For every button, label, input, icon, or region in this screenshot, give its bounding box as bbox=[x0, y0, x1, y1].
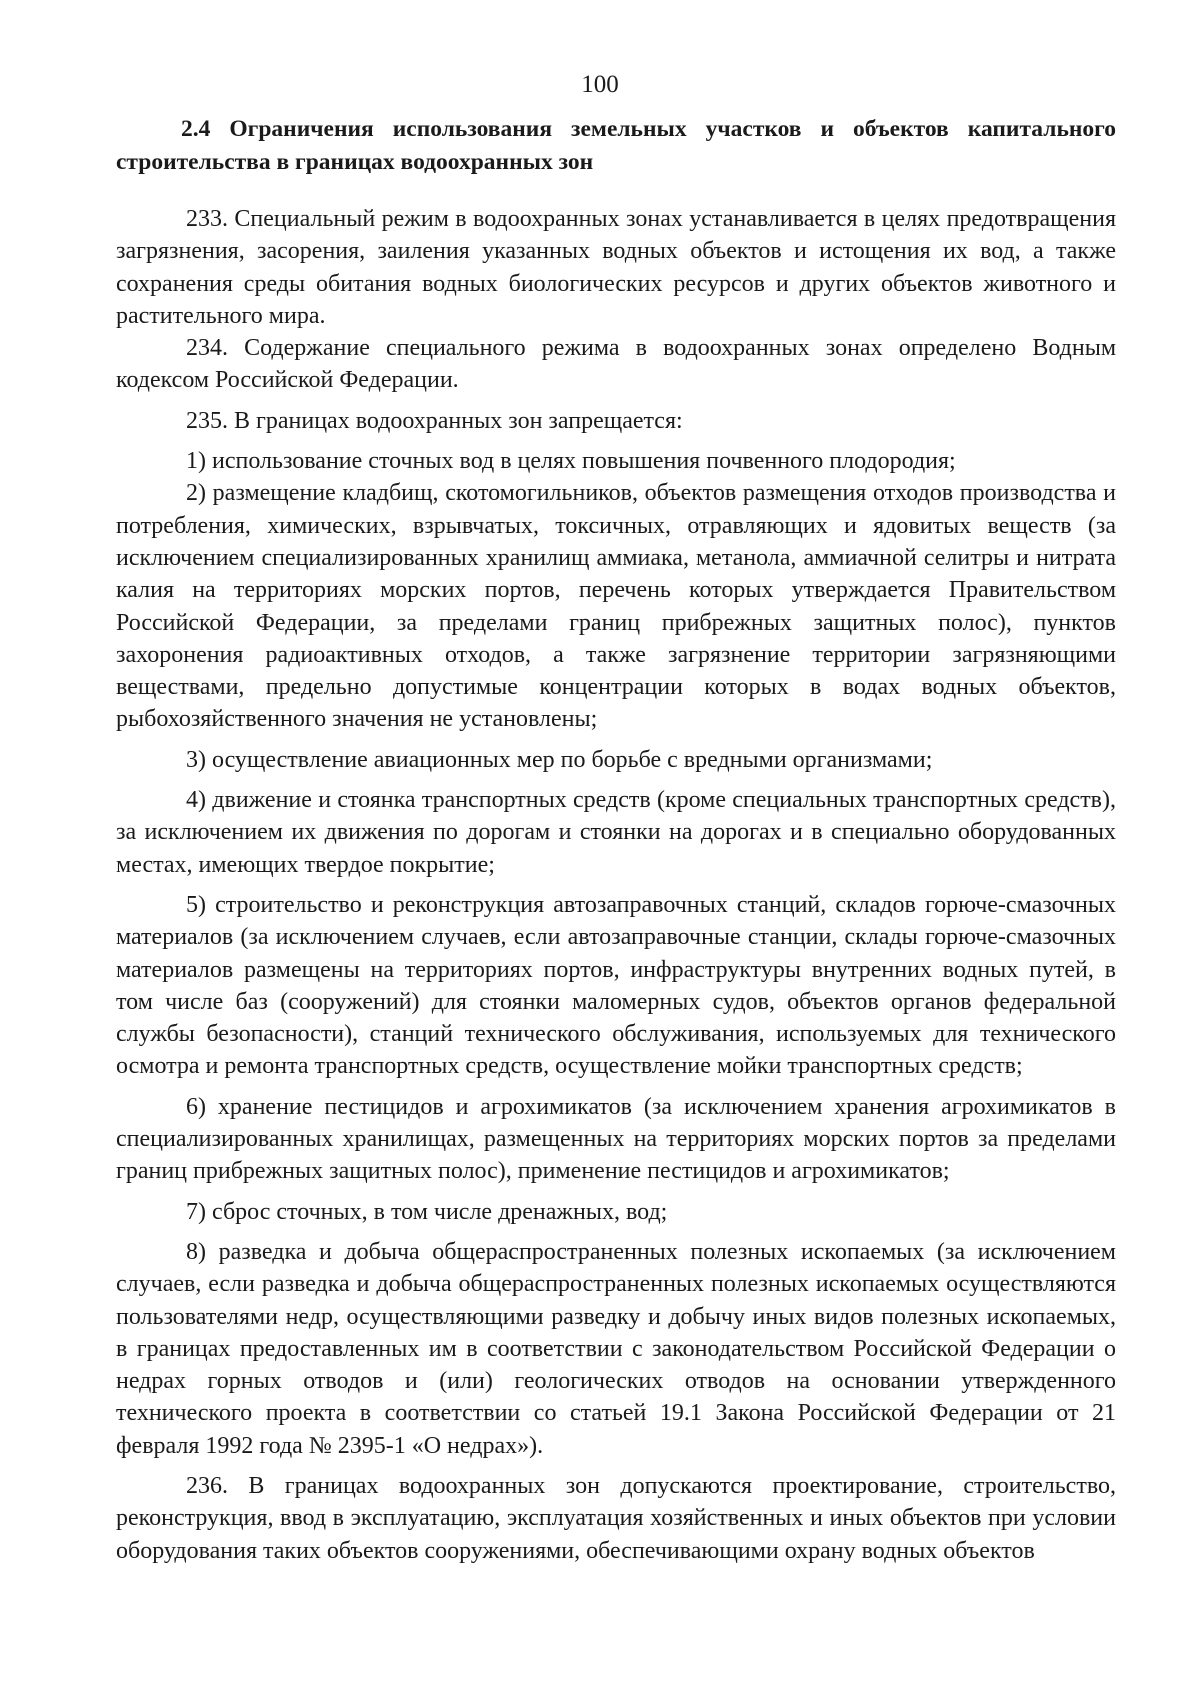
list-item-7: 7) сброс сточных, в том числе дренажных, вод; bbox=[186, 1198, 668, 1225]
paragraph-236: 236. В границах водоохранных зон допускаются проектирование, строительство, реконструкция, ввод в эксплуатацию, эксплуатация хозяйственных и иных объектов при условии оборудования таких объектов сооружениями, обеспечивающими охрану водных объектов bbox=[116, 1472, 1116, 1564]
list-item-4: 4) движение и стоянка транспортных средств (кроме специальных транспортных средств), за исключением их движения по дорогам и стоянки на дорогах и в специально оборудованных местах, имеющих твердое покрытие; bbox=[116, 787, 1116, 878]
list-item-3: 3) осуществление авиационных мер по борьбе с вредными организмами; bbox=[186, 746, 933, 773]
paragraph-235: 235. В границах водоохранных зон запрещается: bbox=[186, 407, 683, 434]
list-item-6: 6) хранение пестицидов и агрохимикатов (за исключением хранения агрохимикатов в специализированных хранилищах, размещенных на территориях морских портов за пределами границ прибрежных защитных полос), применение пестицидов и агрохимикатов; bbox=[116, 1093, 1116, 1185]
paragraph-233: 233. Специальный режим в водоохранных зонах устанавливается в целях предотвращения загрязнения, засорения, заиления указанных водных объектов и истощения их вод, а также сохранения среды обитания водных биологических ресурсов и других объектов животного и растительного мира. bbox=[116, 206, 1116, 329]
page-number: 100 bbox=[581, 71, 619, 98]
paragraph-234: 234. Содержание специального режима в водоохранных зонах определено Водным кодексом Российской Федерации. bbox=[116, 335, 1116, 394]
list-item-8: 8) разведка и добыча общераспространенных полезных ископаемых (за исключением случаев, если разведка и добыча общераспространенных полезных ископаемых осуществляются пользователями недр, осуществляющими разведку и добычу иных видов полезных ископаемых, в границах предоставленных им в соответствии с законодательством Российской Федерации о недрах горных отводов и (или) геологических отводов на основании утвержденного технического проекта в соответствии со статьей 19.1 Закона Российской Федерации от 21 февраля 1992 года № 2395-1 «О недрах»). bbox=[116, 1238, 1116, 1459]
page-content bbox=[116, 113, 1116, 1567]
list-item-5: 5) строительство и реконструкция автозаправочных станций, складов горюче-смазочных материалов (за исключением случаев, если автозаправочные станции, склады горюче-смазочных материалов размещены на территориях портов, инфраструктуры внутренних водных путей, в том числе баз (сооружений) для стоянки маломерных судов, объектов органов федеральной службы безопасности), станций технического обслуживания, используемых для технического осмотра и ремонта транспортных средств, осуществление мойки транспортных средств; bbox=[116, 891, 1116, 1080]
list-item-1: 1) использование сточных вод в целях повышения почвенного плодородия; bbox=[186, 448, 956, 475]
list-item-2: 2) размещение кладбищ, скотомогильников, объектов размещения отходов производства и потребления, химических, взрывчатых, токсичных, отравляющих и ядовитых веществ (за исключением специализированных хранилищ аммиака, метанола, аммиачной селитры и нитрата калия на территориях морских портов, перечень которых утверждается Правительством Российской Федерации, за пределами границ прибрежных защитных полос), пунктов захоронения радиоактивных отходов, а также загрязнение территории загрязняющими веществами, предельно допустимые концентрации которых в водах водных объектов, рыбохозяйственного значения не установлены; bbox=[116, 480, 1116, 733]
section-heading: 2.4 Ограничения использования земельных участков и объектов капитального строительства в границах водоохранных зон bbox=[116, 116, 1116, 175]
